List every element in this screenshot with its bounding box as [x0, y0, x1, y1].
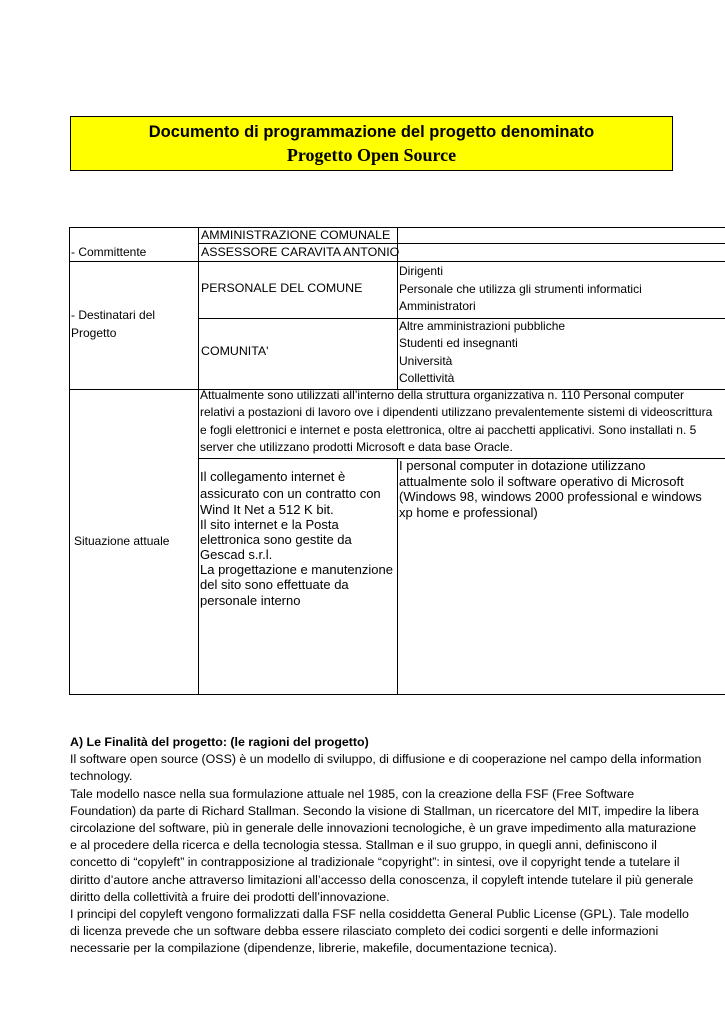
situazione-summary-line: server che utilizzano prodotti Microsoft e data base Oracle.	[200, 440, 513, 454]
os-line: I personal computer in dotazione utilizzano	[399, 458, 646, 473]
table-column-rule	[397, 458, 398, 695]
destinatari-item: Altre amministrazioni pubbliche	[399, 319, 566, 333]
committente-value: ASSESSORE CARAVITA ANTONIO	[201, 245, 400, 259]
situazione-summary-line: e fogli elettronici e internet e posta elettronica, oltre ai pacchetti applicativi. Sono installati n. 5	[200, 423, 697, 437]
destinatari-group-name: PERSONALE DEL COMUNE	[201, 281, 363, 295]
destinatari-item: Amministratori	[399, 299, 476, 313]
destinatari-label: - Destinatari del	[71, 308, 156, 322]
internet-line: Il sito internet e la Posta	[200, 517, 339, 532]
os-line: attualmente solo il software operativo di Microsoft	[399, 474, 684, 489]
destinatari-label: Progetto	[71, 326, 117, 340]
destinatari-item: Università	[399, 354, 453, 368]
paragraph-line: di licenza prevede che un software debba essere rilasciato completo dei codici sorgenti e delle informazioni	[70, 924, 659, 939]
os-line: xp home e professional)	[399, 505, 538, 520]
internet-line: Il collegamento internet è	[200, 469, 346, 484]
situazione-summary-line: relativi a postazioni di lavoro ove i dipendenti utilizzano prevalentemente sistemi di videoscrittura	[200, 405, 713, 419]
table-border-left	[69, 227, 70, 695]
paragraph-line: Foundation) da parte di Richard Stallman. Secondo la visione di Stallman, un ricercatore del MIT, impedire la libera	[70, 803, 699, 818]
document-title-box	[70, 116, 673, 171]
destinatari-group-name: COMUNITA'	[201, 344, 269, 358]
paragraph-line: circolazione del software, più in generale delle innovazioni tecnologiche, è un grave impedimento alla maturazione	[70, 821, 697, 836]
internet-line: La progettazione e manutenzione	[200, 562, 393, 577]
internet-line: Wind It Net a 512 K bit.	[200, 502, 334, 517]
destinatari-item: Collettività	[399, 371, 455, 385]
paragraph-line: concetto di “copyleft” in contrapposizione al tradizionale “copyright”: in sintesi, ove il copyright tende a tutelare il	[70, 855, 680, 870]
internet-line: assicurato con un contratto con	[200, 486, 381, 501]
destinatari-item: Personale che utilizza gli strumenti informatici	[399, 282, 642, 296]
destinatari-item: Studenti ed insegnanti	[399, 336, 518, 350]
destinatari-item: Dirigenti	[399, 264, 444, 278]
situazione-label: Situazione attuale	[74, 534, 170, 548]
situazione-summary-line: Attualmente sono utilizzati all’interno della struttura organizzativa n. 110 Personal computer	[200, 388, 685, 402]
paragraph-line: necessarie per la compilazione (dipendenze, librerie, makefile, documentazione tecnica).	[70, 941, 557, 956]
internet-line: Gescad s.r.l.	[200, 547, 273, 562]
project-name: Progetto Open Source	[286, 145, 457, 165]
paragraph-line: e al procedere della ricerca e della tecnologia stessa. Stallman e il suo gruppo, in quegli anni, definiscono il	[70, 838, 657, 853]
section-a	[70, 734, 710, 958]
section-a-heading: A) Le Finalità del progetto: (le ragioni del progetto)	[70, 735, 369, 749]
os-line: (Windows 98, windows 2000 professional e windows	[399, 489, 702, 504]
table-column-rule	[198, 227, 199, 695]
internet-line: personale interno	[200, 593, 301, 608]
paragraph-line: diritto d’autore anche attraverso limitazioni all’accesso della conoscenza, il copyleft intende tutelare il più generale	[70, 872, 694, 887]
paragraph-line: diritto della collettività a fruire dei prodotti dell’innovazione.	[70, 889, 390, 904]
paragraph-line: Tale modello nasce nella sua formulazione attuale nel 1985, con la creazione della FSF (Free Software	[70, 786, 635, 801]
document-title: Documento di programmazione del progetto denominato	[148, 123, 595, 141]
amministrazione-cell: AMMINISTRAZIONE COMUNALE	[201, 228, 391, 242]
internet-line: del sito sono effettuate da	[200, 577, 349, 592]
paragraph-line: technology.	[70, 769, 133, 784]
committente-label: - Committente	[71, 245, 147, 259]
paragraph-line: Il software open source (OSS) è un modello di sviluppo, di diffusione e di cooperazione nel campo della information	[70, 752, 702, 767]
paragraph-line: I principi del copyleft vengono formalizzati dalla FSF nella cosiddetta General Public License (GPL). Tale modello	[70, 907, 689, 922]
internet-line: elettronica sono gestite da	[200, 532, 352, 547]
